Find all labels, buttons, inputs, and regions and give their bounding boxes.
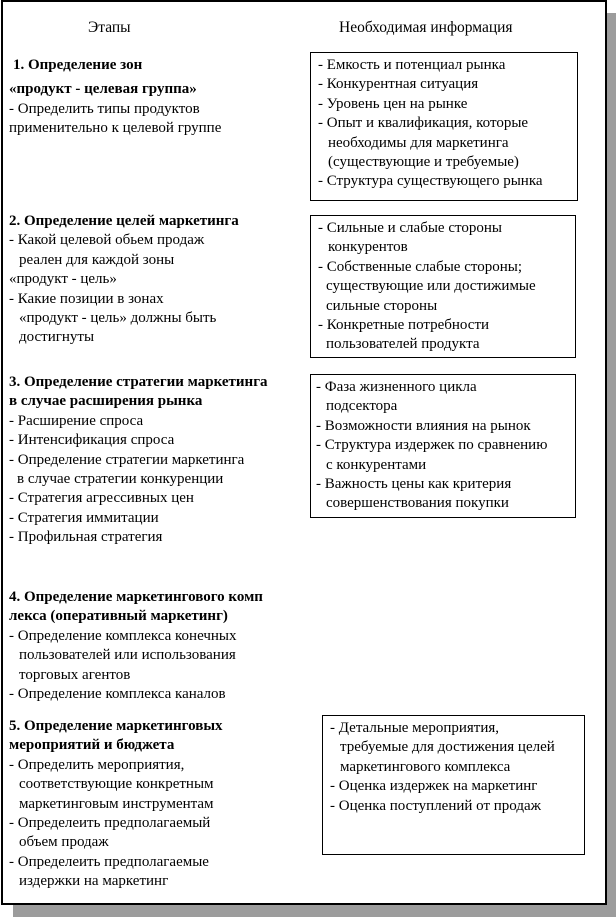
info-3-line: - Структура издержек по сравнению bbox=[316, 437, 548, 454]
stage-1-title-line-1: 1. Определение зон bbox=[13, 57, 143, 73]
stage-1-title-line-2: «продукт - целевая группа» bbox=[9, 81, 197, 98]
stage-3-line: - Определение стратегии маркетинга bbox=[9, 451, 245, 468]
stage-3-line: - Профильная стратегия bbox=[9, 529, 163, 546]
header-required-info: Необходимая информация bbox=[339, 19, 513, 36]
stage-3-line: - Интенсификация спроса bbox=[9, 432, 175, 449]
info-5-line: требуемые для достижения целей bbox=[340, 739, 555, 756]
stage-2-line: «продукт - цель» должны быть bbox=[19, 310, 217, 327]
stage-5-line: маркетинговым инструментам bbox=[19, 795, 214, 812]
info-box-2 bbox=[310, 215, 576, 358]
stage-2-line: реален для каждой зоны bbox=[19, 251, 175, 268]
info-3-line: подсектора bbox=[326, 398, 398, 415]
info-3-line: - Фаза жизненного цикла bbox=[316, 379, 477, 395]
info-2-line: - Конкретные потребности bbox=[318, 317, 490, 334]
info-2-line: - Сильные и слабые стороны bbox=[318, 220, 502, 236]
info-2-line: сильные стороны bbox=[326, 297, 438, 314]
stage-4 bbox=[9, 588, 309, 704]
stage-5-line: - Определить мероприятия, bbox=[9, 756, 185, 773]
stage-3-line: - Стратегия агрессивных цен bbox=[9, 490, 194, 507]
stage-2-line: достигнуты bbox=[19, 329, 95, 346]
info-1-line: - Уровень цен на рынке bbox=[318, 95, 468, 112]
stage-3 bbox=[9, 373, 309, 548]
stage-3-line: в случае стратегии конкуренции bbox=[17, 471, 224, 488]
info-box-5 bbox=[322, 715, 585, 855]
info-5-line: - Детальные мероприятия, bbox=[330, 720, 500, 736]
stage-5-line: издержки на маркетинг bbox=[19, 873, 169, 890]
stage-5-title-line-1: 5. Определение маркетинговых bbox=[9, 718, 223, 734]
stage-3-title-line-1: 3. Определение стратегии маркетинга bbox=[9, 374, 268, 390]
stage-2 bbox=[9, 212, 309, 348]
stage-5-line: объем продаж bbox=[19, 834, 109, 851]
info-2-line: конкурентов bbox=[328, 239, 408, 256]
stage-2-line: «продукт - цель» bbox=[9, 271, 117, 288]
info-5-line: - Оценка поступлений от продаж bbox=[330, 797, 542, 814]
stage-5-line: - Определеить предполагаемый bbox=[9, 815, 211, 832]
stage-5-line: соответствующие конкретным bbox=[19, 776, 214, 793]
info-1-line: - Конкурентная ситуация bbox=[318, 76, 479, 93]
stage-4-line: - Определение комплекса каналов bbox=[9, 686, 226, 703]
info-5-line: - Оценка издержек на маркетинг bbox=[330, 778, 538, 795]
info-2-line: пользователей продукта bbox=[326, 336, 480, 353]
stage-2-line: - Какие позиции в зонах bbox=[9, 290, 164, 307]
stage-2-title: 2. Определение целей маркетинга bbox=[9, 213, 239, 229]
info-box-3 bbox=[310, 374, 576, 518]
stage-5-title-line-2: мероприятий и бюджета bbox=[9, 737, 175, 754]
stage-1-line: применительно к целевой группе bbox=[9, 120, 222, 137]
info-3-line: - Важность цены как критерия bbox=[316, 476, 512, 493]
stage-2-line: - Какой целевой обьем продаж bbox=[9, 232, 205, 249]
stage-4-title-line-2: лекса (оперативный маркетинг) bbox=[9, 608, 228, 625]
info-5-line: маркетингового комплекса bbox=[340, 758, 511, 775]
stage-3-line: - Расширение спроса bbox=[9, 412, 144, 429]
info-1-line: необходимы для маркетинга bbox=[328, 134, 509, 151]
header-stages: Этапы bbox=[88, 19, 131, 36]
stage-5-line: - Определеить предполагаемые bbox=[9, 853, 209, 870]
stage-5 bbox=[9, 717, 309, 892]
info-3-line: совершенствования покупки bbox=[326, 495, 509, 512]
info-1-line: - Структура существующего рынка bbox=[318, 173, 543, 190]
stage-3-line: - Стратегия иммитации bbox=[9, 509, 159, 526]
stage-3-title-line-2: в случае расширения рынка bbox=[9, 393, 203, 410]
info-box-1 bbox=[310, 52, 578, 201]
stage-1 bbox=[9, 56, 309, 139]
info-2-line: - Собственные слабые стороны; bbox=[318, 258, 522, 275]
stage-1-line: - Определить типы продуктов bbox=[9, 100, 200, 117]
stage-4-line: пользователей или использования bbox=[19, 647, 236, 664]
info-3-line: с конкурентами bbox=[326, 456, 427, 473]
stage-4-line: - Определение комплекса конечных bbox=[9, 627, 237, 644]
stage-4-line: торговых агентов bbox=[19, 666, 131, 683]
info-1-line: - Опыт и квалификация, которые bbox=[318, 115, 529, 132]
info-1-line: (существующие и требуемые) bbox=[328, 154, 519, 171]
info-1-line: - Емкость и потенциал рынка bbox=[318, 57, 506, 73]
info-3-line: - Возможности влияния на рынок bbox=[316, 417, 531, 434]
stage-4-title-line-1: 4. Определение маркетингового комп bbox=[9, 589, 263, 605]
info-2-line: существующие или достижимые bbox=[326, 278, 536, 295]
